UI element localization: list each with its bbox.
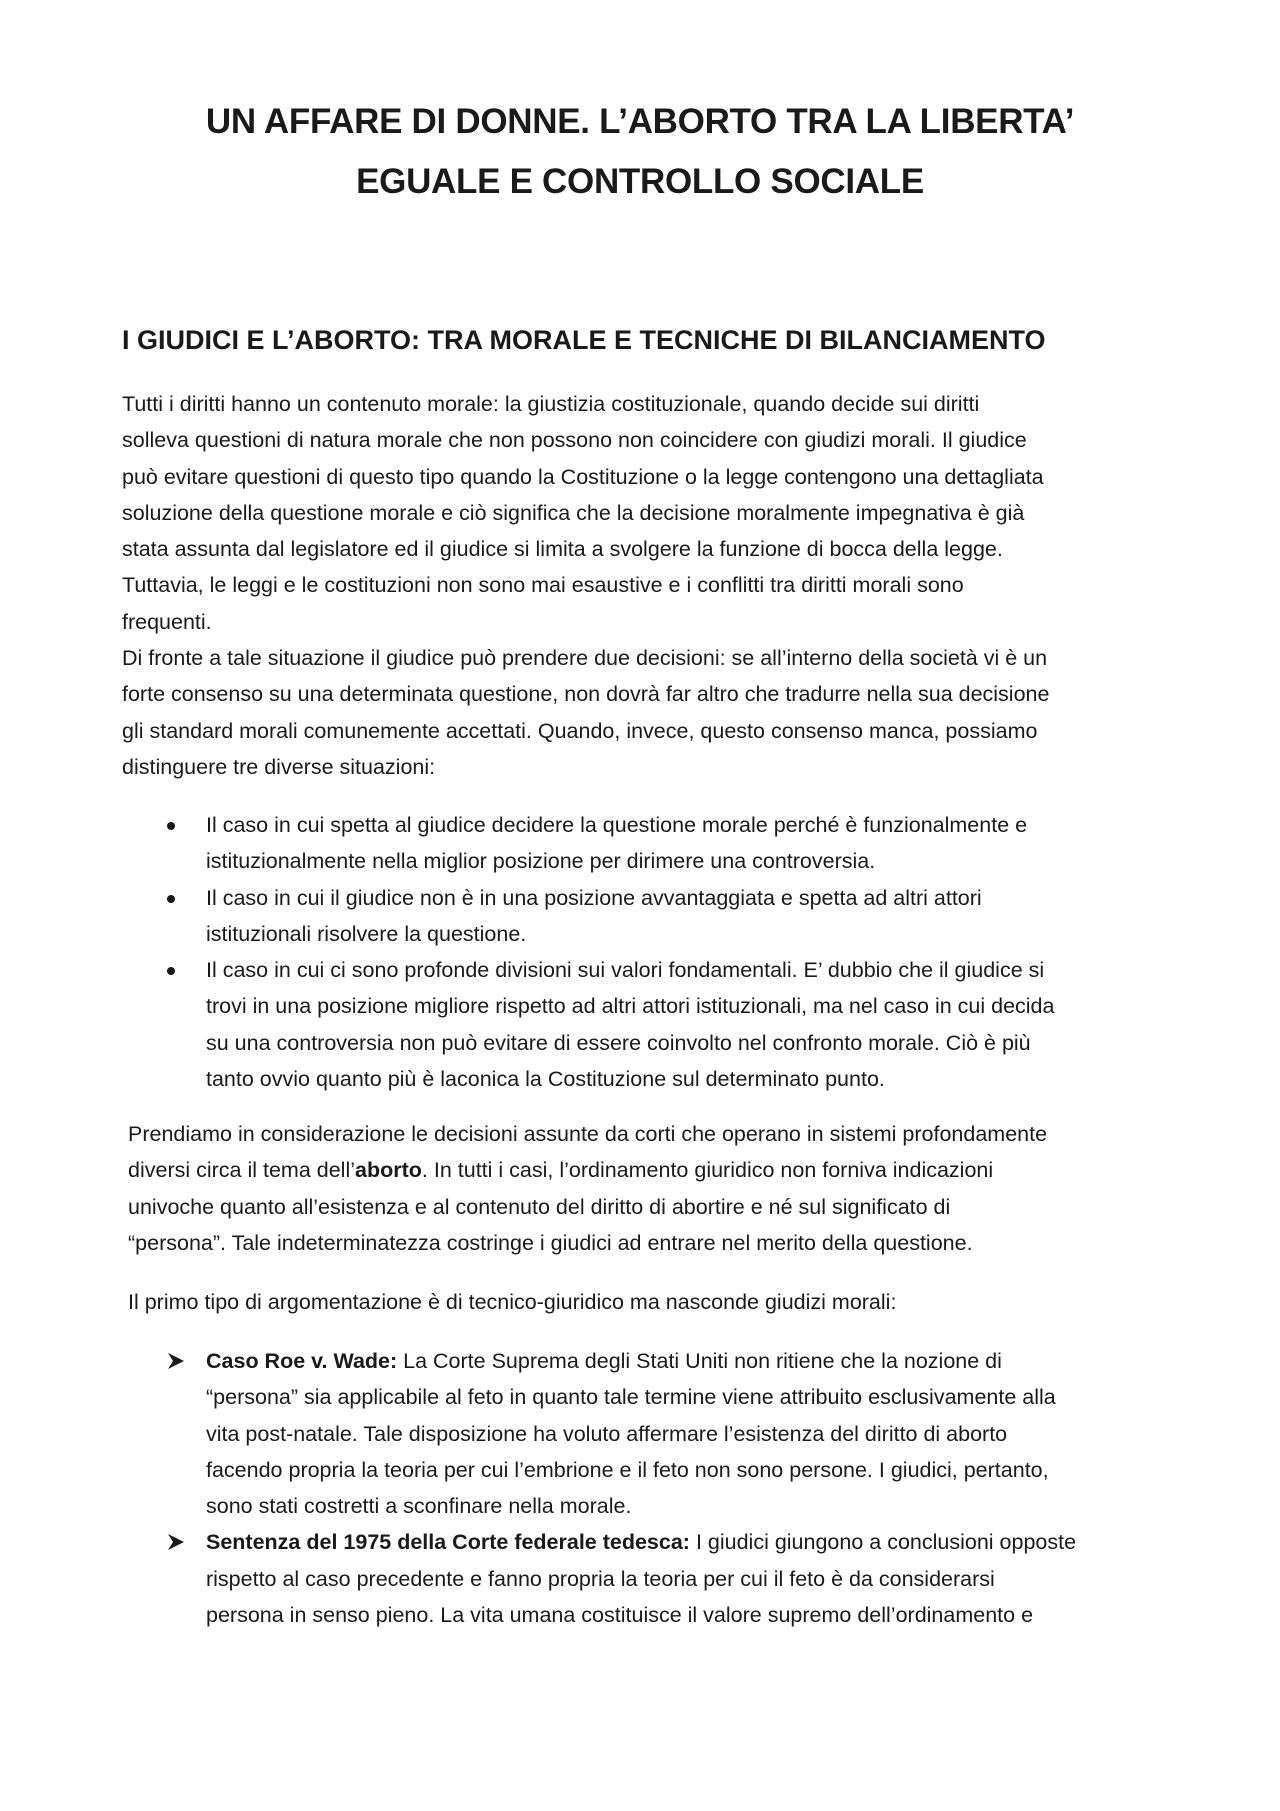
document-title-line-2: EGUALE E CONTROLLO SOCIALE [356, 162, 924, 201]
list-item-line: sono stati costretti a sconfinare nella morale. [206, 1494, 632, 1519]
list-item-line: istituzionali risolvere la questione. [206, 921, 527, 946]
paragraph-text: diversi circa il tema dell’ [128, 1158, 356, 1183]
paragraph-line: frequenti. [122, 609, 212, 634]
paragraph-line: Tuttavia, le leggi e le costituzioni non sono mai esaustive e i conflitti tra diritti morali sono [122, 573, 964, 598]
list-item [0, 952, 1054, 1097]
document-title [120, 92, 1160, 212]
paragraph-line: Tutti i diritti hanno un contenuto morale: la giustizia costituzionale, quando decide sui diritti [122, 392, 980, 416]
list-item-line: facendo propria la teoria per cui l’embrione e il feto non sono persone. I giudici, pertanto, [206, 1457, 1049, 1482]
list-item [0, 1524, 1076, 1633]
paragraph-line: solleva questioni di natura morale che non possono non coincidere con giudizi morali. Il giudice [122, 428, 1027, 453]
list-item [0, 1343, 1076, 1524]
paragraph-line: forte consenso su una determinata questione, non dovrà far altro che tradurre nella sua decisione [122, 682, 1050, 707]
paragraph-2 [122, 640, 1049, 785]
paragraph-1 [122, 386, 1044, 640]
arrowhead-bullet-icon [166, 1532, 186, 1552]
paragraph-3 [128, 1116, 1047, 1261]
list-item-line: tanto ovvio quanto più è laconica la Costituzione sul determinato punto. [206, 1067, 885, 1092]
list-item [0, 807, 1054, 880]
case-title: Sentenza del 1975 della Corte federale tedesca: [206, 1530, 690, 1555]
case-title: Caso Roe v. Wade: [206, 1349, 398, 1373]
arrowhead-bullet-icon [166, 1351, 186, 1371]
paragraph-line: stata assunta dal legislatore ed il giudice si limita a svolgere la funzione di bocca della legge. [122, 537, 1003, 562]
paragraph-line: Il primo tipo di argomentazione è di tecnico-giuridico ma nasconde giudizi morali: [128, 1290, 897, 1314]
list-item-line: “persona” sia applicabile al feto in quanto tale termine viene attribuito esclusivamente alla [206, 1385, 1056, 1410]
list-item-line: Il caso in cui spetta al giudice decidere la questione morale perché è funzionalmente e [206, 813, 1028, 837]
paragraph-text: . In tutti i casi, l’ordinamento giuridico non forniva indicazioni [421, 1158, 994, 1183]
paragraph-line: soluzione della questione morale e ciò significa che la decisione moralmente impegnativa è già [122, 500, 1025, 525]
list-item-line: su una controversia non può evitare di essere coinvolto nel confronto morale. Ciò è più [206, 1030, 1031, 1055]
situations-bullet-list [0, 807, 1054, 1097]
list-item-line: Il caso in cui il giudice non è in una posizione avvantaggiata e spetta ad altri attori [206, 885, 982, 910]
list-item-line: persona in senso pieno. La vita umana costituisce il valore supremo dell’ordinamento e [206, 1603, 1034, 1628]
list-item-text: La Corte Suprema degli Stati Uniti non ritiene che la nozione di [397, 1349, 1002, 1373]
list-item-text: I giudici giungono a conclusioni opposte [689, 1530, 1077, 1555]
paragraph-line: Di fronte a tale situazione il giudice può prendere due decisioni: se all’interno della società vi è un [122, 646, 1048, 670]
list-item [0, 880, 1054, 953]
document-title-line-1: UN AFFARE DI DONNE. L’ABORTO TRA LA LIBERTA’ [205, 102, 1075, 141]
emphasis-text: aborto [355, 1158, 422, 1183]
list-item-line: trovi in una posizione migliore rispetto ad altri attori istituzionali, ma nel caso in cui decida [206, 994, 1055, 1019]
list-item-line [206, 1524, 1076, 1560]
paragraph-4 [128, 1284, 896, 1320]
paragraph-line: distinguere tre diverse situazioni: [122, 754, 436, 779]
bullet-icon [167, 967, 175, 975]
paragraph-line: univoche quanto all’esistenza e al contenuto del diritto di abortire e né sul significato di [128, 1194, 951, 1219]
list-item-line: rispetto al caso precedente e fanno propria la teoria per cui il feto è da considerarsi [206, 1566, 995, 1591]
list-item-line: Il caso in cui ci sono profonde divisioni sui valori fondamentali. E’ dubbio che il giudice si [206, 958, 1045, 983]
paragraph-line [128, 1152, 1047, 1188]
paragraph-line: Prendiamo in considerazione le decisioni assunte da corti che operano in sistemi profondamente [128, 1122, 1048, 1146]
paragraph-line: gli standard morali comunemente accettati. Quando, invece, questo consenso manca, possiamo [122, 718, 1038, 743]
cases-arrow-list [0, 1343, 1076, 1633]
bullet-icon [167, 822, 175, 830]
paragraph-line: “persona”. Tale indeterminatezza costringe i giudici ad entrare nel merito della questione. [128, 1230, 973, 1255]
paragraph-line: può evitare questioni di questo tipo quando la Costituzione o la legge contengono una dettagliata [122, 464, 1044, 489]
list-item-line [206, 1343, 1076, 1379]
list-item-line: vita post-natale. Tale disposizione ha voluto affermare l’esistenza del diritto di aborto [206, 1421, 1008, 1446]
bullet-icon [167, 895, 175, 903]
list-item-line: istituzionalmente nella miglior posizione per dirimere una controversia. [206, 849, 876, 874]
section-heading: I GIUDICI E L’ABORTO: TRA MORALE E TECNICHE DI BILANCIAMENTO [122, 325, 1046, 355]
